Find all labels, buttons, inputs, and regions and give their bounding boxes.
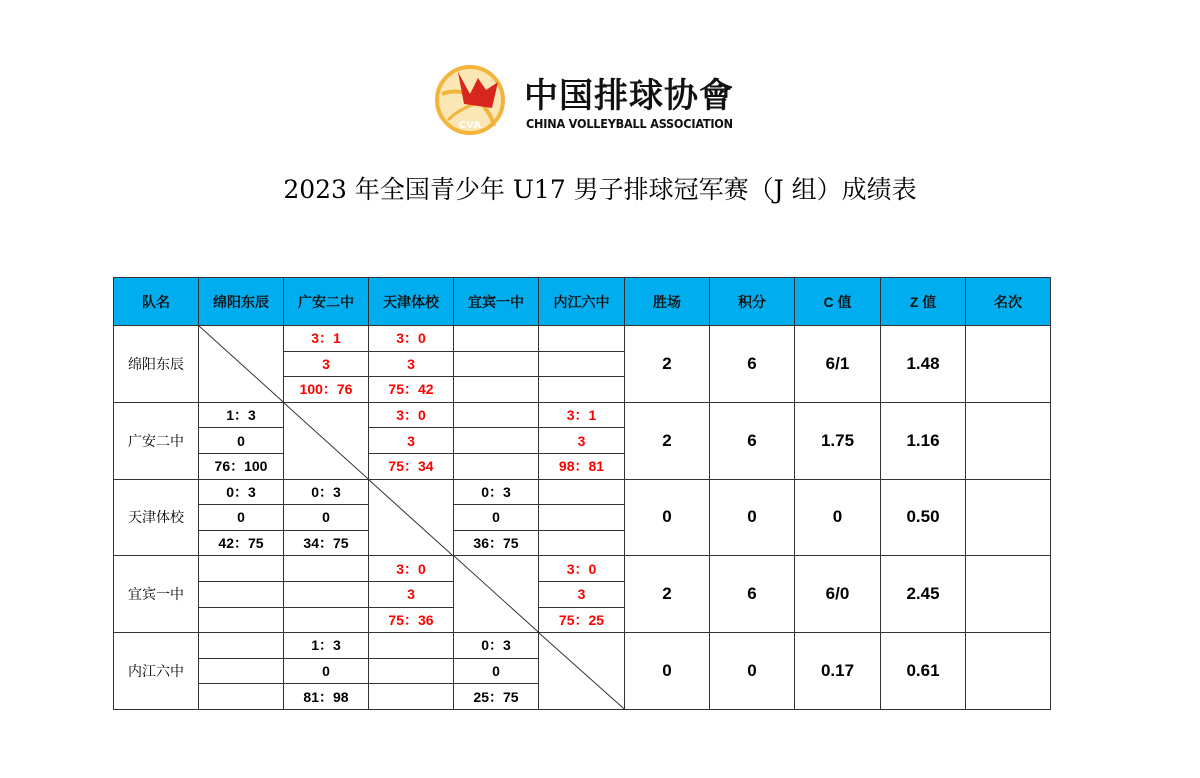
match-ratio-cell: 100：76 bbox=[284, 377, 369, 403]
logo-emblem-text: CVA bbox=[458, 120, 482, 131]
match-ratio-cell: 25：75 bbox=[454, 684, 539, 710]
header-cell: 宜宾一中 bbox=[454, 278, 539, 326]
team-name-cell: 内江六中 bbox=[114, 633, 199, 710]
match-ratio-cell: 98：81 bbox=[539, 453, 625, 479]
match-ratio-cell: 75：42 bbox=[369, 377, 454, 403]
header-cell: 胜场 bbox=[625, 278, 710, 326]
page-title: 2023 年全国青少年 U17 男子排球冠军赛（J 组）成绩表 bbox=[283, 175, 917, 204]
team-name-cell: 宜宾一中 bbox=[114, 556, 199, 633]
match-ratio-cell bbox=[454, 453, 539, 479]
match-score-cell bbox=[454, 402, 539, 428]
wins-cell: 2 bbox=[625, 556, 710, 633]
table-row bbox=[114, 326, 1051, 352]
diagonal-line bbox=[454, 556, 538, 632]
c-value-cell: 1.75 bbox=[795, 402, 881, 479]
z-value-cell: 0.61 bbox=[881, 633, 966, 710]
z-value-cell: 0.50 bbox=[881, 479, 966, 556]
header-cell: 内江六中 bbox=[539, 278, 625, 326]
rank-cell bbox=[966, 402, 1051, 479]
match-pts-cell: 3 bbox=[284, 351, 369, 377]
match-score-cell: 1：3 bbox=[284, 633, 369, 659]
header-cell: C 值 bbox=[795, 278, 881, 326]
match-score-cell: 1：3 bbox=[199, 402, 284, 428]
match-score-cell bbox=[199, 633, 284, 659]
match-pts-cell: 0 bbox=[454, 658, 539, 684]
match-pts-cell: 0 bbox=[199, 505, 284, 531]
match-pts-cell: 3 bbox=[369, 581, 454, 607]
match-pts-cell: 0 bbox=[284, 658, 369, 684]
diagonal-line bbox=[539, 633, 624, 709]
diagonal-line bbox=[284, 403, 368, 479]
match-pts-cell: 0 bbox=[454, 505, 539, 531]
table-row bbox=[114, 633, 1051, 659]
match-ratio-cell bbox=[284, 607, 369, 633]
self-match-cell bbox=[539, 633, 625, 710]
match-pts-cell: 0 bbox=[284, 505, 369, 531]
header-cell: 队名 bbox=[114, 278, 199, 326]
c-value-cell: 0.17 bbox=[795, 633, 881, 710]
match-ratio-cell: 75：25 bbox=[539, 607, 625, 633]
match-score-cell: 3：1 bbox=[539, 402, 625, 428]
c-value-cell: 6/0 bbox=[795, 556, 881, 633]
match-pts-cell bbox=[539, 505, 625, 531]
match-ratio-cell bbox=[539, 530, 625, 556]
match-score-cell bbox=[199, 556, 284, 582]
match-ratio-cell bbox=[539, 377, 625, 403]
header-cell: 名次 bbox=[966, 278, 1051, 326]
match-score-cell bbox=[454, 326, 539, 352]
points-cell: 0 bbox=[710, 633, 795, 710]
match-score-cell: 0：3 bbox=[199, 479, 284, 505]
wins-cell: 2 bbox=[625, 326, 710, 403]
match-pts-cell: 3 bbox=[539, 581, 625, 607]
wins-cell: 0 bbox=[625, 633, 710, 710]
match-score-cell bbox=[284, 556, 369, 582]
match-pts-cell bbox=[454, 351, 539, 377]
diagonal-line bbox=[199, 326, 283, 402]
logo-english-name: CHINA VOLLEYBALL ASSOCIATION bbox=[526, 116, 733, 131]
match-pts-cell bbox=[284, 581, 369, 607]
match-pts-cell bbox=[454, 428, 539, 454]
match-pts-cell bbox=[369, 658, 454, 684]
match-score-cell: 0：3 bbox=[454, 479, 539, 505]
match-score-cell: 0：3 bbox=[284, 479, 369, 505]
match-ratio-cell: 42：75 bbox=[199, 530, 284, 556]
z-value-cell: 2.45 bbox=[881, 556, 966, 633]
results-table bbox=[113, 277, 1051, 710]
match-ratio-cell: 76：100 bbox=[199, 453, 284, 479]
c-value-cell: 0 bbox=[795, 479, 881, 556]
c-value-cell: 6/1 bbox=[795, 326, 881, 403]
rank-cell bbox=[966, 479, 1051, 556]
table-row bbox=[114, 556, 1051, 582]
self-match-cell bbox=[199, 326, 284, 403]
match-ratio-cell: 36：75 bbox=[454, 530, 539, 556]
rank-cell bbox=[966, 556, 1051, 633]
match-score-cell: 3：0 bbox=[369, 556, 454, 582]
team-name-cell: 绵阳东辰 bbox=[114, 326, 199, 403]
rank-cell bbox=[966, 326, 1051, 403]
points-cell: 6 bbox=[710, 402, 795, 479]
match-pts-cell bbox=[199, 581, 284, 607]
match-pts-cell: 3 bbox=[539, 428, 625, 454]
header-cell: 积分 bbox=[710, 278, 795, 326]
rank-cell bbox=[966, 633, 1051, 710]
match-score-cell bbox=[539, 326, 625, 352]
self-match-cell bbox=[284, 402, 369, 479]
match-pts-cell: 3 bbox=[369, 351, 454, 377]
match-ratio-cell bbox=[199, 607, 284, 633]
table-row bbox=[114, 402, 1051, 428]
match-pts-cell bbox=[539, 351, 625, 377]
points-cell: 6 bbox=[710, 326, 795, 403]
table-row bbox=[114, 479, 1051, 505]
volleyball-emblem-icon bbox=[434, 64, 506, 136]
logo-chinese-name: 中国排球协會 bbox=[524, 76, 734, 116]
points-cell: 6 bbox=[710, 556, 795, 633]
match-ratio-cell bbox=[454, 377, 539, 403]
match-score-cell bbox=[369, 633, 454, 659]
cva-logo bbox=[434, 64, 734, 136]
match-ratio-cell: 81：98 bbox=[284, 684, 369, 710]
header-cell: 绵阳东辰 bbox=[199, 278, 284, 326]
match-ratio-cell: 34：75 bbox=[284, 530, 369, 556]
match-score-cell: 3：0 bbox=[369, 326, 454, 352]
match-pts-cell: 3 bbox=[369, 428, 454, 454]
z-value-cell: 1.16 bbox=[881, 402, 966, 479]
header-row bbox=[114, 278, 1051, 326]
header-cell: 天津体校 bbox=[369, 278, 454, 326]
points-cell: 0 bbox=[710, 479, 795, 556]
table-body bbox=[114, 326, 1051, 710]
match-score-cell: 3：0 bbox=[539, 556, 625, 582]
match-ratio-cell bbox=[369, 684, 454, 710]
header-cell: Z 值 bbox=[881, 278, 966, 326]
header-cell: 广安二中 bbox=[284, 278, 369, 326]
match-score-cell bbox=[539, 479, 625, 505]
match-score-cell: 0：3 bbox=[454, 633, 539, 659]
match-score-cell: 3：1 bbox=[284, 326, 369, 352]
team-name-cell: 广安二中 bbox=[114, 402, 199, 479]
diagonal-line bbox=[369, 480, 453, 556]
match-ratio-cell bbox=[199, 684, 284, 710]
wins-cell: 2 bbox=[625, 402, 710, 479]
match-score-cell: 3：0 bbox=[369, 402, 454, 428]
wins-cell: 0 bbox=[625, 479, 710, 556]
match-ratio-cell: 75：36 bbox=[369, 607, 454, 633]
self-match-cell bbox=[454, 556, 539, 633]
match-ratio-cell: 75：34 bbox=[369, 453, 454, 479]
match-pts-cell bbox=[199, 658, 284, 684]
team-name-cell: 天津体校 bbox=[114, 479, 199, 556]
self-match-cell bbox=[369, 479, 454, 556]
z-value-cell: 1.48 bbox=[881, 326, 966, 403]
match-pts-cell: 0 bbox=[199, 428, 284, 454]
